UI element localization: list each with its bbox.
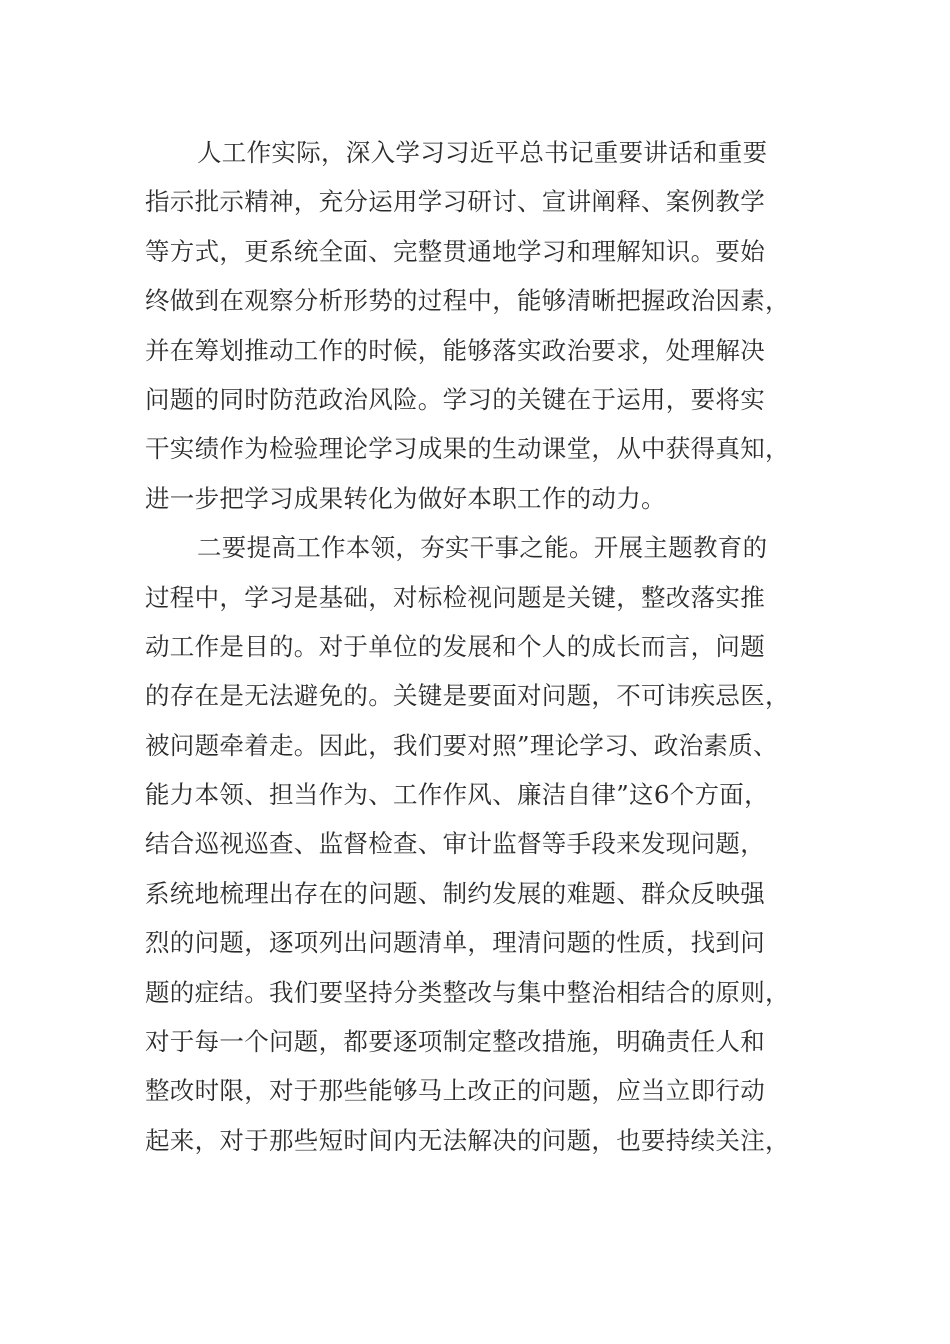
text-line: 整改时限，对于那些能够马上改正的问题，应当立即行动 [145,1076,765,1106]
text-line: 被问题牵着走。因此，我们要对照”理论学习、政治素质、 [145,730,778,760]
text-line: 能力本领、担当作为、工作作风、廉洁自律”这6个方面， [145,780,769,810]
text-line: 结合巡视巡查、监督检查、审计监督等手段来发现问题， [145,829,765,859]
paragraph-2 [145,523,805,1165]
text-line: 起来，对于那些短时间内无法解决的问题，也要持续关注， [145,1125,790,1155]
text-line: 干实绩作为检验理论学习成果的生动课堂，从中获得真知， [145,434,790,464]
text-line: 等方式，更系统全面、完整贯通地学习和理解知识。要始 [145,236,765,266]
text-line: 烈的问题，逐项列出问题清单，理清问题的性质，找到问 [145,928,765,958]
paragraph-1 [145,128,805,523]
text-line: 过程中，学习是基础，对标检视问题是关键，整改落实推 [145,582,765,612]
text-line: 系统地梳理出存在的问题、制约发展的难题、群众反映强 [145,878,765,908]
text-line: 的存在是无法避免的。关键是要面对问题，不可讳疾忌医， [145,681,790,711]
text-line: 题的症结。我们要坚持分类整改与集中整治相结合的原则， [145,977,790,1007]
text-line: 动工作是目的。对于单位的发展和个人的成长而言，问题 [145,631,765,661]
text-line: 问题的同时防范政治风险。学习的关键在于运用，要将实 [145,384,765,414]
text-line: 进一步把学习成果转化为做好本职工作的动力。 [145,483,666,513]
text-line: 终做到在观察分析形势的过程中，能够清晰把握政治因素， [145,286,790,316]
text-line: 对于每一个问题，都要逐项制定整改措施，明确责任人和 [145,1027,765,1057]
document-body [145,128,805,1165]
text-line: 并在筹划推动工作的时候，能够落实政治要求，处理解决 [145,335,765,365]
text-line: 指示批示精神，充分运用学习研讨、宣讲阐释、案例教学 [145,187,765,217]
text-line: 二要提高工作本领，夯实干事之能。开展主题教育的 [197,533,768,563]
text-line: 人工作实际，深入学习习近平总书记重要讲话和重要 [197,138,768,167]
